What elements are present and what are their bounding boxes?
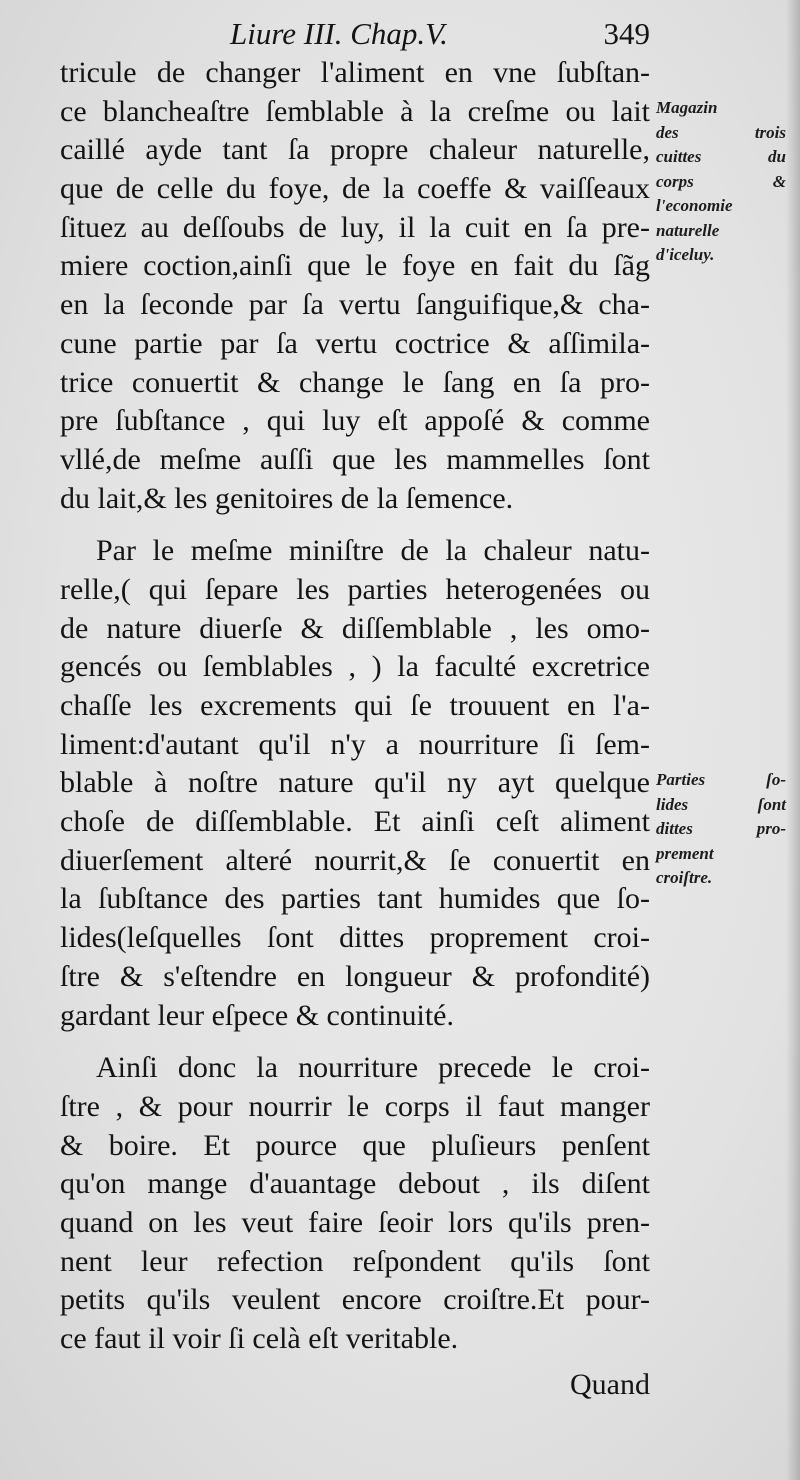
paragraph-gap [60, 1035, 650, 1049]
margin-note-line: des trois [656, 122, 786, 142]
text-line: Par le meſme miniſtre de la chaleur natu- [96, 534, 650, 568]
text-line: chaſſe les excrements qui ſe trouuent en l'a- [60, 689, 650, 722]
text-line: choſe de diſſemblable. Et ainſi ceſt aliment [60, 805, 650, 839]
text-line: cune partie par ſa vertu coctrice & aſſimila- [60, 326, 650, 360]
text-line: blable à noſtre nature qu'il ny ayt quelque [60, 766, 650, 800]
text-line: ce faut il voir ſi celà eſt veritable. [60, 1322, 459, 1355]
text-line: trice conuertit & change le ſang en ſa pro- [60, 365, 650, 399]
text-line: relle,( qui ſepare les parties heterogenées ou [60, 572, 650, 606]
margin-note-line: l'economie [656, 196, 733, 215]
text-line: tricule de changer l'aliment en vne ſubſtan- [60, 56, 650, 89]
text-line: lides(leſquelles ſont dittes proprement croi- [60, 921, 650, 955]
running-head-title: Liure III. Chap.V. [230, 16, 448, 51]
running-head [60, 14, 650, 54]
text-line: caillé ayde tant ſa propre chaleur naturelle, [60, 133, 650, 167]
margin-note-line: Magazin [656, 98, 718, 117]
paragraph [60, 1049, 650, 1359]
margin-note-parties [656, 768, 786, 891]
margin-note-line: corps & [656, 171, 786, 191]
text-line: ſituez au deſſoubs de luy, il la cuit en ſa pre- [60, 210, 650, 244]
text-line: du lait,& les genitoires de la ſemence. [60, 481, 514, 515]
margin-note-line: prement [656, 843, 714, 863]
text-line: pre ſubſtance , qui luy eſt appoſé & comme [60, 404, 650, 438]
text-line: ce blancheaſtre ſemblable à la creſme ou lait [60, 94, 650, 128]
text-line: quand on les veut faire ſeoir lors qu'ils pren- [60, 1205, 650, 1239]
body-text [60, 54, 650, 1405]
margin-note-line: naturelle [656, 220, 720, 240]
page-number: 349 [603, 16, 650, 51]
margin-note-line: dittes pro- [656, 819, 786, 838]
page-edge-shadow [786, 0, 800, 1480]
text-line: nent leur refection reſpondent qu'ils ſont [60, 1244, 650, 1278]
paragraph [60, 532, 650, 1035]
text-line: & boire. Et pource que pluſieurs penſent [60, 1128, 650, 1162]
text-line: la ſubſtance des parties tant humides que ſo- [60, 882, 650, 916]
paragraph [60, 54, 650, 518]
text-line: miere coction,ainſi que le foye en fait du ſãg [60, 249, 650, 283]
margin-note-line: lides ſont [656, 794, 786, 814]
margin-note-line: d'iceluy. [656, 245, 715, 264]
text-line: vllé,de meſme auſſi que les mammelles ſont [60, 442, 650, 476]
margin-note-line: cuittes du [656, 147, 786, 166]
margin-note-line: croiſtre. [656, 868, 713, 887]
text-line: liment:d'autant qu'il n'y a nourriture ſi ſem- [60, 727, 650, 761]
text-line: petits qu'ils veulent encore croiſtre.Et pour- [60, 1283, 650, 1317]
margin-note-line: Parties ſo- [656, 770, 786, 789]
text-line: ſtre , & pour nourrir le corps il faut manger [60, 1089, 650, 1123]
text-line: gardant leur eſpece & continuité. [60, 998, 454, 1032]
catchword: Quand [570, 1367, 650, 1401]
text-line: diuerſement alteré nourrit,& ſe conuertit en [60, 843, 650, 877]
text-line: ſtre & s'eſtendre en longueur & profondité) [60, 959, 650, 993]
text-line: de nature diuerſe & diſſemblable , les omo- [60, 611, 650, 645]
text-line: que de celle du foye, de la coeffe & vaiſſeaux [60, 172, 650, 206]
paragraph-gap [60, 518, 650, 532]
text-line: gencés ou ſemblables , ) la faculté excretrice [60, 650, 650, 684]
margin-note-magazin [656, 96, 786, 268]
text-line: Ainſi donc la nourriture precede le croi- [96, 1051, 650, 1085]
text-line: en la ſeconde par ſa vertu ſanguifique,& cha- [60, 288, 650, 322]
text-line: qu'on mange d'auantage debout , ils diſent [60, 1167, 650, 1201]
